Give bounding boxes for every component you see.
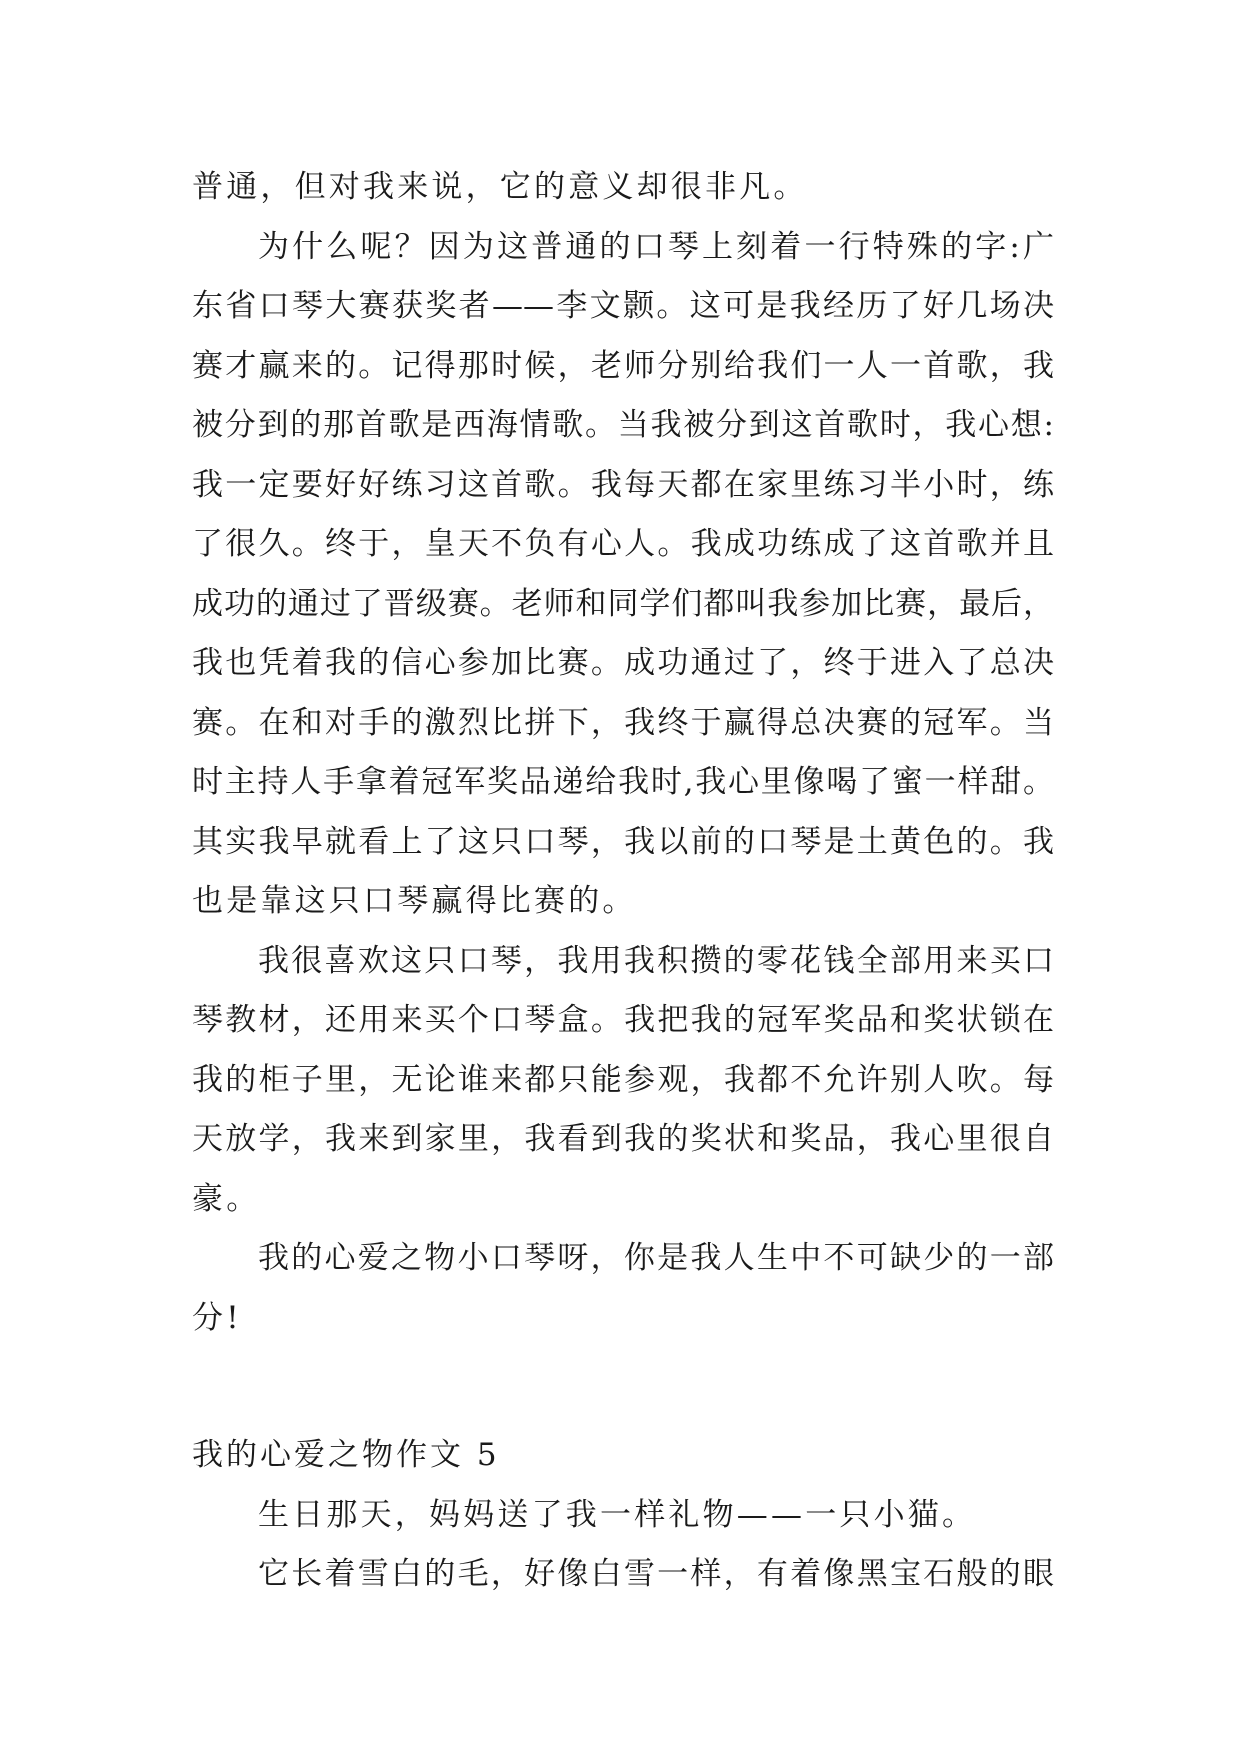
text-line: 赛。在和对手的激烈比拼下，我终于赢得总决赛的冠军。当 <box>192 704 1054 741</box>
text-line: 琴教材，还用来买个口琴盒。我把我的冠军奖品和奖状锁在 <box>192 1002 1054 1038</box>
text-line: 为什么呢？因为这普通的口琴上刻着一行特殊的字:广 <box>258 228 1054 265</box>
text-line: 天放学，我来到家里，我看到我的奖状和奖品，我心里很自 <box>192 1121 1054 1157</box>
text-line: 豪。 <box>192 1180 261 1217</box>
text-line: 时主持人手拿着冠军奖品递给我时,我心里像喝了蜜一样甜。 <box>192 764 1054 800</box>
text-line: 了很久。终于，皇天不负有心人。我成功练成了这首歌并且 <box>192 526 1054 562</box>
section-gap <box>192 1348 1054 1426</box>
text-line: 也是靠这只口琴赢得比赛的。 <box>192 883 637 919</box>
text-line: 我很喜欢这只口琴，我用我积攒的零花钱全部用来买口 <box>258 942 1054 979</box>
text-line: 被分到的那首歌是西海情歌。当我被分到这首歌时，我心想: <box>192 407 1054 443</box>
document-page <box>192 158 1054 1605</box>
text-line: 我的心爱之物小口琴呀，你是我人生中不可缺少的一部 <box>258 1240 1054 1276</box>
text-line: 赛才赢来的。记得那时候，老师分别给我们一人一首歌，我 <box>192 347 1054 384</box>
text-line: 分! <box>192 1299 242 1336</box>
text-line: 生日那天，妈妈送了我一样礼物——一只小猫。 <box>258 1496 977 1533</box>
text-line: 东省口琴大赛获奖者——李文颢。这可是我经历了好几场决 <box>192 288 1054 324</box>
section-heading: 我的心爱之物作文 5 <box>192 1437 500 1473</box>
text-line: 我的柜子里，无论谁来都只能参观，我都不允许别人吹。每 <box>192 1061 1054 1098</box>
text-line: 它长着雪白的毛，好像白雪一样，有着像黑宝石般的眼 <box>258 1556 1054 1592</box>
text-line: 其实我早就看上了这只口琴，我以前的口琴是土黄色的。我 <box>192 823 1054 860</box>
text-line: 我也凭着我的信心参加比赛。成功通过了，终于进入了总决 <box>192 645 1054 681</box>
text-line: 普通，但对我来说，它的意义却很非凡。 <box>192 169 808 205</box>
text-line: 成功的通过了晋级赛。老师和同学们都叫我参加比赛，最后， <box>192 585 1054 622</box>
text-line: 我一定要好好练习这首歌。我每天都在家里练习半小时，练 <box>192 466 1054 503</box>
